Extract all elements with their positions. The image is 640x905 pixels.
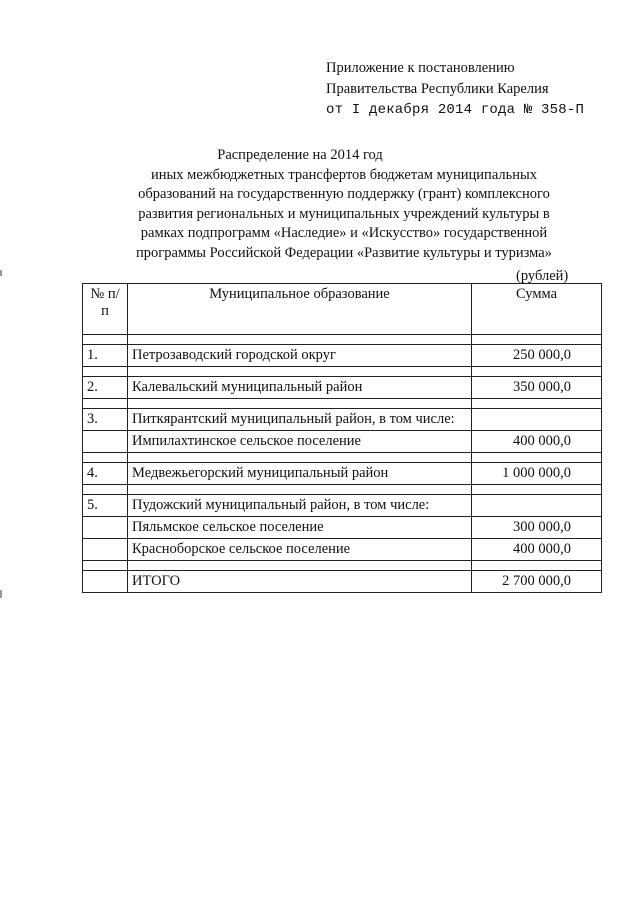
row-sum: 300 000,0: [472, 517, 602, 539]
row-num: 5.: [83, 495, 128, 517]
heading-title: Распределение на 2014 год: [217, 147, 383, 163]
row-name: ИТОГО: [128, 571, 472, 593]
scan-edge-mark: [0, 590, 2, 598]
heading-line-4: развития региональных и муниципальных учреждений культуры в: [138, 205, 550, 222]
row-num: 3.: [83, 409, 128, 431]
scan-edge-mark: [0, 270, 2, 276]
appendix-line-2: Правительства Республики Карелия: [326, 81, 549, 97]
row-sum: 400 000,0: [472, 431, 602, 453]
row-name: Красноборское сельское поселение: [128, 539, 472, 561]
table-row-total: [83, 571, 602, 593]
appendix-line-1: Приложение к постановлению: [326, 60, 515, 76]
header-name: Муниципальное образование: [128, 284, 472, 335]
appendix-line-3: от I декабря 2014 года № 358-П: [326, 102, 585, 118]
table-row: [83, 431, 602, 453]
row-num: 4.: [83, 463, 128, 485]
spacer-row: [83, 453, 602, 463]
spacer-row: [83, 485, 602, 495]
spacer-row: [83, 561, 602, 571]
row-name: Пяльмское сельское поселение: [128, 517, 472, 539]
table-row: [83, 409, 602, 431]
distribution-table: [82, 283, 602, 593]
heading-line-5: рамках подпрограмм «Наследие» и «Искусство» государственной: [140, 225, 548, 241]
row-sum: 400 000,0: [472, 539, 602, 561]
row-num: 1.: [83, 345, 128, 367]
row-num: [83, 539, 128, 561]
table-row: [83, 539, 602, 561]
row-sum: [472, 409, 602, 431]
table-header-row: [83, 284, 602, 335]
row-sum: [472, 495, 602, 517]
row-sum: 250 000,0: [472, 345, 602, 367]
row-name: Питкярантский муниципальный район, в том числе:: [128, 409, 472, 431]
row-num: 2.: [83, 377, 128, 399]
row-sum: 1 000 000,0: [472, 463, 602, 485]
row-name: Петрозаводский городской округ: [128, 345, 472, 367]
row-num: [83, 431, 128, 453]
row-name: Импилахтинское сельское поселение: [128, 431, 472, 453]
units-label: (рублей): [516, 268, 569, 284]
table-row: [83, 495, 602, 517]
spacer-row: [83, 399, 602, 409]
row-num: [83, 571, 128, 593]
spacer-row: [83, 367, 602, 377]
table-row: [83, 517, 602, 539]
row-sum: 2 700 000,0: [472, 571, 602, 593]
heading-line-2: иных межбюджетных трансфертов бюджетам муниципальных: [151, 166, 537, 183]
heading-line-6: программы Российской Федерации «Развитие культуры и туризма»: [136, 244, 552, 261]
table-row: [83, 463, 602, 485]
row-name: Пудожский муниципальный район, в том числе:: [128, 495, 472, 517]
heading-line-3: образований на государственную поддержку (грант) комплексного: [138, 186, 550, 202]
row-sum: 350 000,0: [472, 377, 602, 399]
spacer-row: [83, 335, 602, 345]
row-name: Медвежьегорский муниципальный район: [128, 463, 472, 485]
table-row: [83, 345, 602, 367]
document-heading: [0, 146, 640, 263]
appendix-block: [326, 58, 584, 121]
header-num: № п/п: [83, 284, 128, 335]
row-num: [83, 517, 128, 539]
header-sum: Сумма: [472, 284, 602, 335]
table-row: [83, 377, 602, 399]
row-name: Калевальский муниципальный район: [128, 377, 472, 399]
